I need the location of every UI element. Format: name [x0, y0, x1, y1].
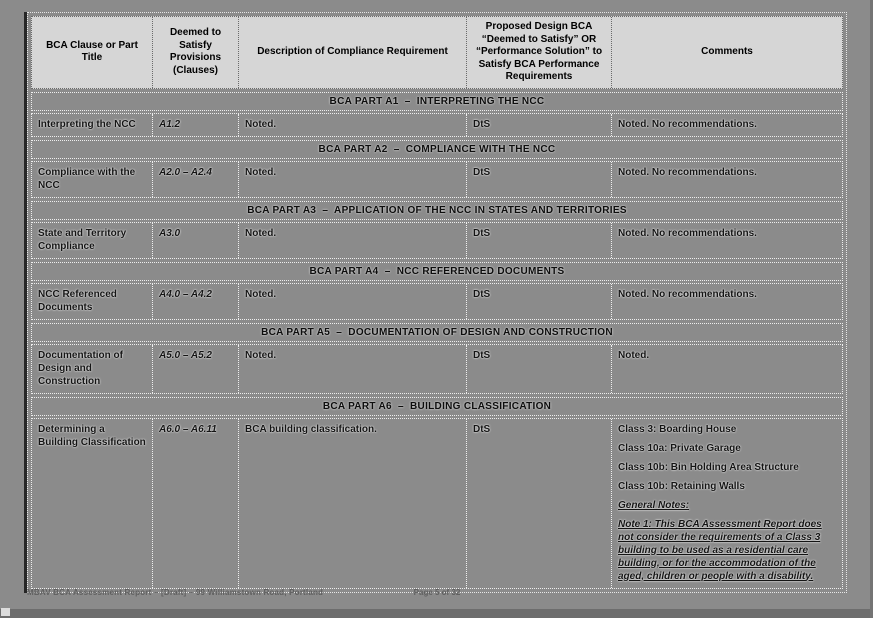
cell-clause-title: State and Territory Compliance [38, 227, 127, 252]
cell-clause-title: Interpreting the NCC [38, 118, 136, 130]
cell-clause-title: Documentation of Design and Construction [38, 349, 123, 387]
table-header-row [31, 16, 843, 89]
cell-clauses: A4.0 – A4.2 [152, 284, 238, 319]
section-header: BCA PART A6 – BUILDING CLASSIFICATION [31, 397, 843, 416]
comment-line: Class 3: Boarding House [618, 423, 737, 435]
cell-clauses: A1.2 [152, 114, 238, 136]
footer-page-number: Page 5 of 32 [413, 588, 461, 597]
table-row [31, 161, 843, 198]
column-header-comments: Comments [611, 17, 842, 88]
column-header-description: Description of Compliance Requirement [238, 17, 466, 88]
cell-clause-title: Compliance with the NCC [38, 166, 136, 191]
cell-comments [611, 162, 842, 197]
cell-comments [611, 284, 842, 319]
section-header: BCA PART A5 – DOCUMENTATION OF DESIGN AND CONSTRUCTION [31, 323, 843, 342]
cell-proposed: DtS [466, 419, 611, 588]
comment-line: Class 10b: Bin Holding Area Structure [618, 461, 799, 473]
page-edge-bottom [0, 609, 873, 618]
section-header: BCA PART A1 – INTERPRETING THE NCC [31, 92, 843, 111]
comment-line: Noted. No recommendations. [618, 118, 757, 130]
table-row [31, 283, 843, 320]
cell-comments [611, 419, 842, 588]
cell-description: BCA building classification. [238, 419, 466, 588]
cell-comments [611, 223, 842, 258]
cell-proposed: DtS [466, 284, 611, 319]
cell-description: Noted. [238, 223, 466, 258]
comment-line: General Notes: [618, 499, 690, 511]
cell-proposed: DtS [466, 223, 611, 258]
cell-description: Noted. [238, 284, 466, 319]
cell-description: Noted. [238, 162, 466, 197]
cell-clause-title: Determining a Building Classification [38, 423, 146, 448]
column-header-dts-provisions: Deemed to Satisfy Provisions (Clauses) [152, 17, 238, 88]
section-header: BCA PART A4 – NCC REFERENCED DOCUMENTS [31, 262, 843, 281]
comment-line: Noted. [618, 349, 650, 361]
cell-description: Noted. [238, 345, 466, 393]
cell-clauses: A6.0 – A6.11 [152, 419, 238, 588]
cell-clauses: A5.0 – A5.2 [152, 345, 238, 393]
section-header: BCA PART A2 – COMPLIANCE WITH THE NCC [31, 140, 843, 159]
bca-assessment-table [27, 12, 847, 593]
table-row [31, 418, 843, 589]
table-row [31, 222, 843, 259]
footer-document-title: MBAV BCA Assessment Report – [Draft] – 99 Williamstown Road, Portland [27, 588, 324, 597]
column-header-proposed-design: Proposed Design BCA “Deemed to Satisfy” OR “Performance Solution” to Satisfy BCA Performance Requirements [466, 17, 611, 88]
section-header: BCA PART A3 – APPLICATION OF THE NCC IN STATES AND TERRITORIES [31, 201, 843, 220]
comment-line: Class 10b: Retaining Walls [618, 480, 745, 492]
cell-comments [611, 114, 842, 136]
cell-clauses: A2.0 – A2.4 [152, 162, 238, 197]
scan-corner-notch [1, 608, 10, 616]
table-row [31, 344, 843, 394]
cell-proposed: DtS [466, 162, 611, 197]
cell-proposed: DtS [466, 345, 611, 393]
comment-line: Noted. No recommendations. [618, 227, 757, 239]
comment-line: Note 1: This BCA Assessment Report does not consider the requirements of a Class 3 building to be used as a residential care building, or for the accommodation of the aged, children or people with a disability. [618, 518, 822, 582]
cell-clause-title: NCC Referenced Documents [38, 288, 117, 313]
column-header-clause-title: BCA Clause or Part Title [46, 39, 138, 64]
table-row [31, 113, 843, 137]
table-body [31, 92, 843, 589]
comment-line: Class 10a: Private Garage [618, 442, 741, 454]
cell-proposed: DtS [466, 114, 611, 136]
comment-line: Noted. No recommendations. [618, 166, 757, 178]
cell-description: Noted. [238, 114, 466, 136]
comment-line: Noted. No recommendations. [618, 288, 757, 300]
page-footer [27, 588, 847, 602]
cell-comments [611, 345, 842, 393]
cell-clauses: A3.0 [152, 223, 238, 258]
